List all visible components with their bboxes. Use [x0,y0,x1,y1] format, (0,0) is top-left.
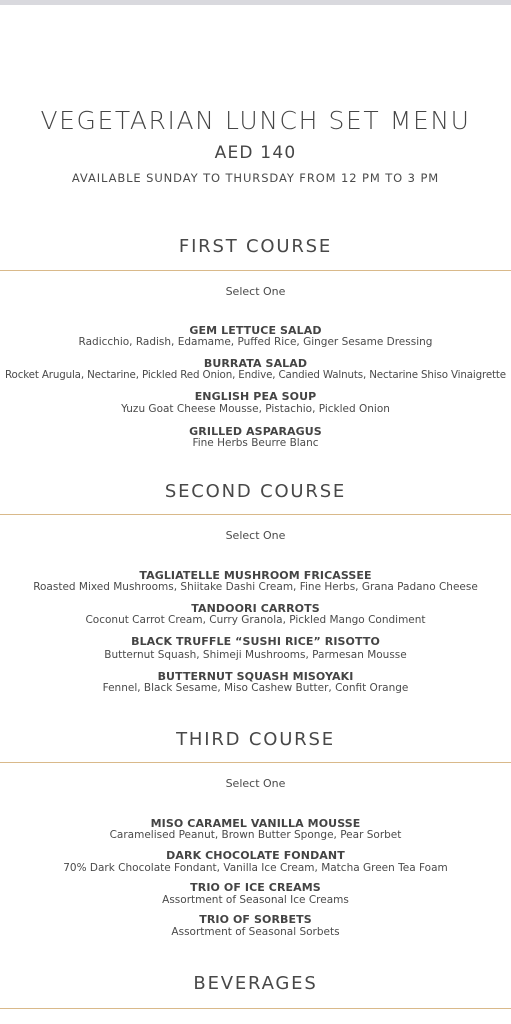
select-one-label: Select One [225,285,286,298]
dish-name: TANDOORI CARROTS [191,602,320,615]
course-title: SECOND COURSE [164,481,347,502]
dish-name: BURRATA SALAD [203,357,308,370]
dish-name: MISO CARAMEL VANILLA MOUSSE [150,817,361,830]
dish-description: Coconut Carrot Cream, Curry Granola, Pickled Mango Condiment [85,614,426,626]
dish-name: TAGLIATELLE MUSHROOM FRICASSEE [139,569,372,582]
select-one-label: Select One [225,529,286,542]
course-divider [0,762,511,763]
dish-description: Yuzu Goat Cheese Mousse, Pistachio, Pickled Onion [121,403,390,415]
dish-description: Fennel, Black Sesame, Miso Cashew Butter, Confit Orange [102,682,409,694]
top-bar [0,0,511,5]
dish-description: Butternut Squash, Shimeji Mushrooms, Parmesan Mousse [104,649,407,661]
dish-description: Fine Herbs Beurre Blanc [192,437,319,449]
dish-description: Radicchio, Radish, Edamame, Puffed Rice, Ginger Sesame Dressing [78,336,433,348]
dish-description: Assortment of Seasonal Ice Creams [162,894,349,906]
dish-description: Assortment of Seasonal Sorbets [171,926,340,938]
course-title: THIRD COURSE [176,729,335,750]
select-one-label: Select One [225,777,286,790]
dish-description: Rocket Arugula, Nectarine, Pickled Red Onion, Endive, Candied Walnuts, Nectarine Shiso Vinaigrette [5,369,506,381]
dish-name: TRIO OF SORBETS [199,913,312,926]
dish-description: 70% Dark Chocolate Fondant, Vanilla Ice Cream, Matcha Green Tea Foam [63,862,448,874]
dish-name: DARK CHOCOLATE FONDANT [166,849,345,862]
dish-name: BLACK TRUFFLE “SUSHI RICE” RISOTTO [131,635,380,648]
course-divider [0,270,511,271]
menu-price: AED 140 [214,143,297,163]
course-divider [0,1008,511,1009]
dish-description: Caramelised Peanut, Brown Butter Sponge, Pear Sorbet [109,829,402,841]
course-title: FIRST COURSE [178,236,333,257]
course-title: BEVERAGES [193,973,318,994]
availability-text: AVAILABLE SUNDAY TO THURSDAY FROM 12 PM TO 3 PM [71,171,440,185]
dish-name: ENGLISH PEA SOUP [194,390,317,403]
dish-name: TRIO OF ICE CREAMS [190,881,321,894]
menu-title: VEGETARIAN LUNCH SET MENU [40,106,471,135]
dish-description: Roasted Mixed Mushrooms, Shiitake Dashi Cream, Fine Herbs, Grana Padano Cheese [33,581,478,593]
course-divider [0,514,511,515]
dish-name: GRILLED ASPARAGUS [189,425,322,438]
dish-name: GEM LETTUCE SALAD [189,324,322,337]
dish-name: BUTTERNUT SQUASH MISOYAKI [157,670,354,683]
